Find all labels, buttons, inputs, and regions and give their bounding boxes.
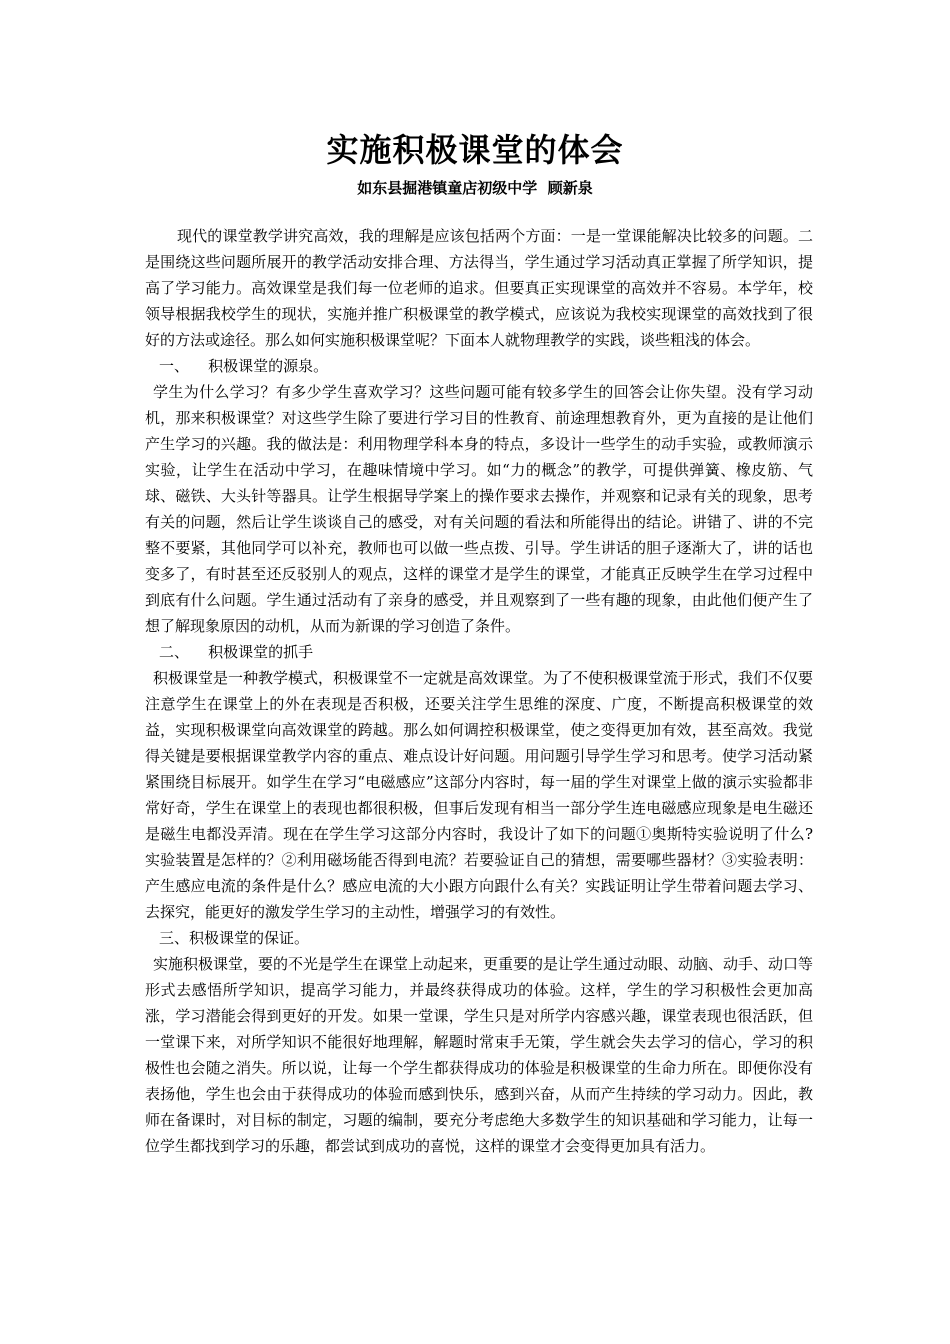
section-heading-2: 二、 积极课堂的抓手 <box>159 643 314 661</box>
section-heading-1: 一、 积极课堂的源泉。 <box>159 357 329 375</box>
document-title: 实施积极课堂的体会 <box>326 131 624 169</box>
section-paragraph-2: 积极课堂是一种教学模式，积极课堂不一定就是高效课堂。为了不使积极课堂流于形式，我们不仅要注意学生在课堂上的外在表现是否积极，还要关注学生思维的深度、广度，不断提高积极课堂的效益，实现积极课堂向高效课堂的跨越。那么如何调控积极课堂，使之变得更加有效，甚至高效。我觉得关键是要根据课堂教学内容的重点、难点设计好问题。用问题引导学生学习和思考。使学习活动紧紧围绕目标展开。如学生在学习“电磁感应”这部分内容时，每一届的学生对课堂上做的演示实验都非常好奇，学生在课堂上的表现也都很积极，但事后发现有相当一部分学生连电磁感应现象是电生磁还是磁生电都没弄清。现在在学生学习这部分内容时，我设计了如下的问题①奥斯特实验说明了什么?实验装置是怎样的？②利用磁场能否得到电流？若要验证自己的猜想，需要哪些器材？③实验表明：产生感应电流的条件是什么？感应电流的大小跟方向跟什么有关？实践证明让学生带着问题去学习、去探究，能更好的激发学生学习的主动性，增强学习的有效性。 <box>145 669 814 921</box>
document-body <box>145 223 813 1159</box>
intro-paragraph: 现代的课堂教学讲究高效，我的理解是应该包括两个方面：一是一堂课能解决比较多的问题。二是围绕这些问题所展开的教学活动安排合理、方法得当，学生通过学习活动真正掌握了所学知识，提高了学习能力。高效课堂是我们每一位老师的追求。但要真正实现课堂的高效并不容易。本学年，校领导根据我校学生的现状，实施并推广积极课堂的教学模式，应该说为我校实现课堂的高效找到了很好的方法或途径。那么如何实施积极课堂呢？下面本人就物理教学的实践，谈些粗浅的体会。 <box>145 227 813 349</box>
section-heading-3: 三、积极课堂的保证。 <box>159 929 310 947</box>
section-paragraph-1: 学生为什么学习？有多少学生喜欢学习？这些问题可能有较多学生的回答会让你失望。没有学习动机，那来积极课堂？对这些学生除了要进行学习目的性教育、前途理想教育外，更为直接的是让他们产生学习的兴趣。我的做法是：利用物理学科本身的特点，多设计一些学生的动手实验，或教师演示实验，让学生在活动中学习，在趣味情境中学习。如“力的概念”的教学，可提供弹簧、橡皮筋、气球、磁铁、大头针等器具。让学生根据导学案上的操作要求去操作，并观察和记录有关的现象，思考有关的问题，然后让学生谈谈自己的感受，对有关问题的看法和所能得出的结论。讲错了、讲的不完整不要紧，其他同学可以补充，教师也可以做一些点拨、引导。学生讲话的胆子逐渐大了，讲的话也变多了，有时甚至还反驳别人的观点，这样的课堂才是学生的课堂，才能真正反映学生在学习过程中到底有什么问题。学生通过活动有了亲身的感受，并且观察到了一些有趣的现象，由此他们便产生了想了解现象原因的动机，从而为新课的学习创造了条件。 <box>145 383 813 635</box>
section-paragraph-3: 实施积极课堂，要的不光是学生在课堂上动起来，更重要的是让学生通过动眼、动脑、动手、动口等形式去感悟所学知识，提高学习能力，并最终获得成功的体验。这样，学生的学习积极性会更加高涨，学习潜能会得到更好的开发。如果一堂课，学生只是对所学内容感兴趣，课堂表现也很活跃，但一堂课下来，对所学知识不能很好地理解，解题时常束手无策，学生就会失去学习的信心，学习的积极性也会随之消失。所以说，让每一个学生都获得成功的体验是积极课堂的生命力所在。即便你没有表扬他，学生也会由于获得成功的体验而感到快乐，感到兴奋，从而产生持续的学习动力。因此，教师在备课时，对目标的制定，习题的编制，要充分考虑绝大多数学生的知识基础和学习能力，让每一位学生都找到学习的乐趣，都尝试到成功的喜悦，这样的课堂才会变得更加具有活力。 <box>145 955 814 1155</box>
author-line: 如东县掘港镇童店初级中学 顾新泉 <box>357 179 593 197</box>
